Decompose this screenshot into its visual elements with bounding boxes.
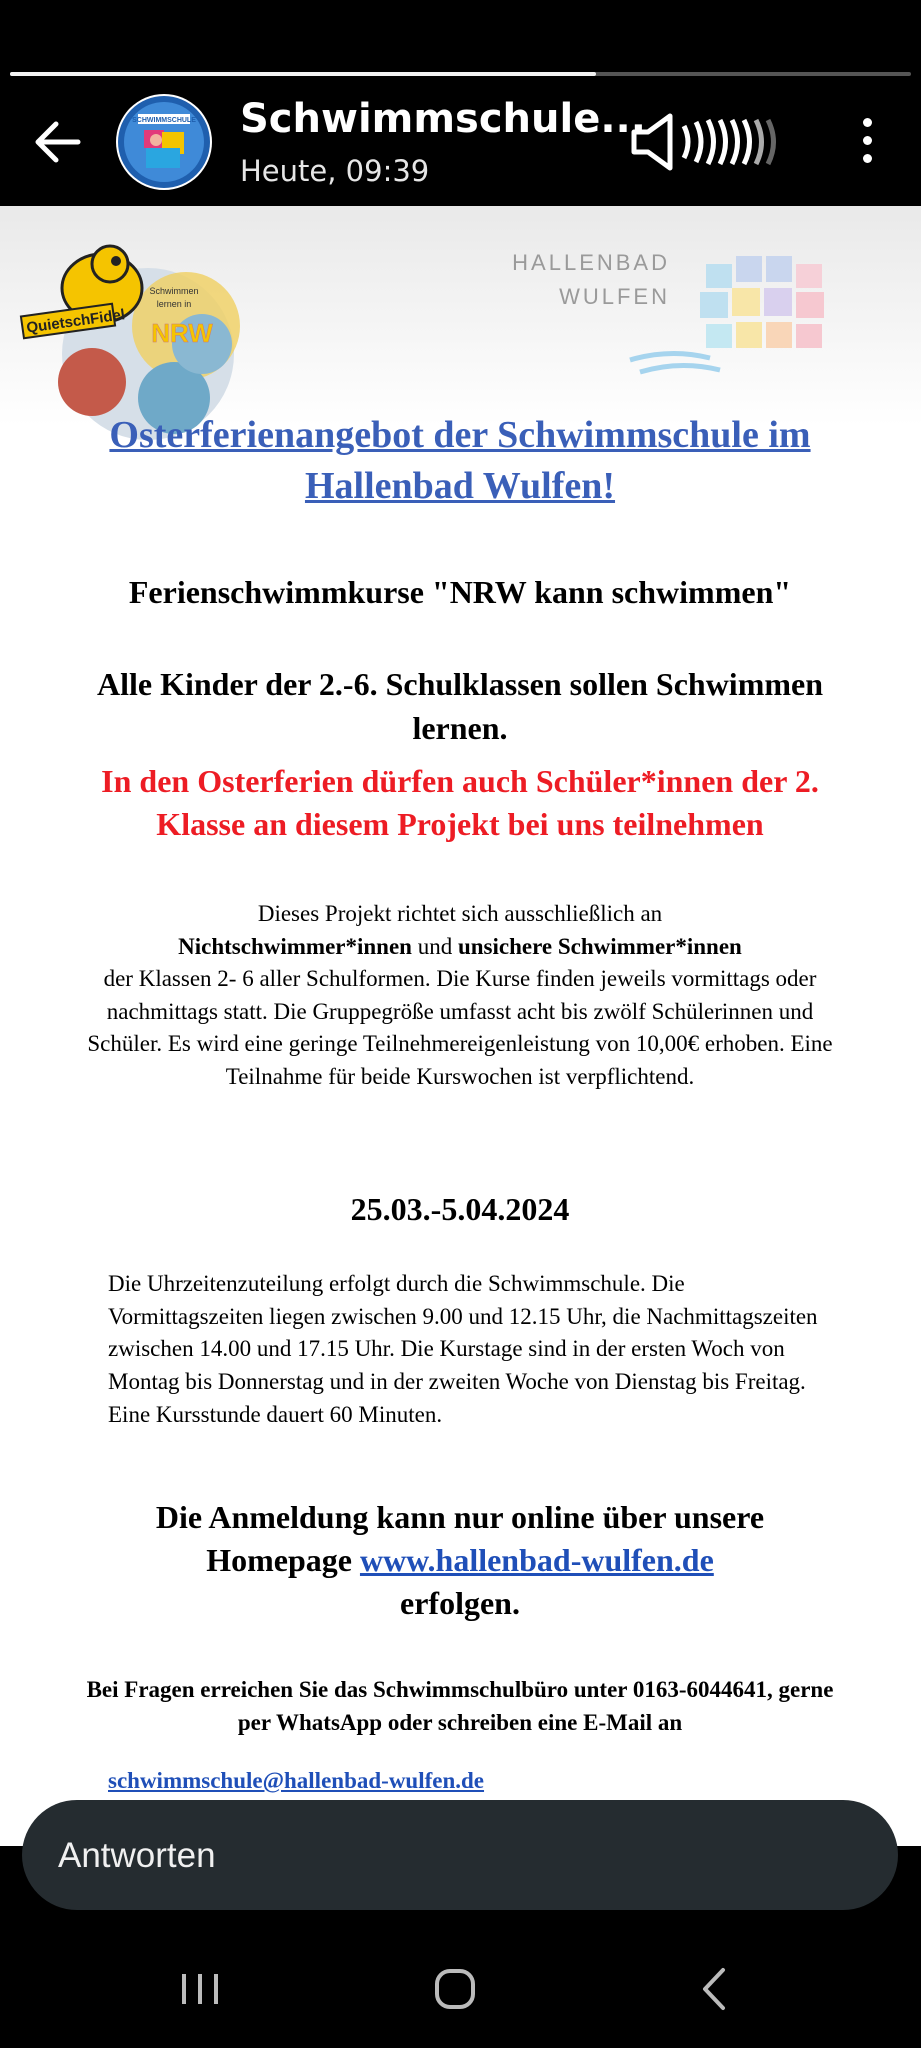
flyer-headline: Osterferienangebot der Schwimmschule im Hallenbad Wulfen! — [109, 414, 811, 507]
system-navigation-bar — [0, 1920, 921, 2048]
logo-badge-line1: Schwimmen — [149, 286, 199, 296]
logo-badge-nrw: NRW — [151, 318, 213, 348]
story-progress-fill — [10, 72, 596, 76]
timestamp: Heute, 09:39 — [240, 154, 430, 188]
body1-rest: der Klassen 2- 6 aller Schulformen. Die Kurse finden jeweils vormittags oder nachmittags statt. Die Gruppegröße umfasst acht bis zwölf Schülerinnen und Schüler. Es wird eine geringe Teilnehmereigenleistung von 10,00€ erhoben. Eine Teilnahme für beide Kurswochen ist verpflichtend. — [87, 966, 833, 1089]
flyer-image — [0, 206, 921, 1846]
nav-home-button[interactable] — [425, 1964, 485, 2014]
nav-recent-button[interactable] — [170, 1964, 230, 2014]
avatar-text: SCHWIMMSCHULE — [132, 117, 196, 124]
registration-prefix: Die Anmeldung kann nur online über unsere Homepage — [155, 1499, 765, 1578]
speaker-icon — [630, 112, 800, 172]
hallenbad-wulfen-logo — [630, 244, 860, 394]
flyer-body-2: Die Uhrzeitenzuteilung erfolgt durch die Schwimmschule. Die Vormittagszeiten liegen zwischen 9.00 und 12.15 Uhr, die Nachmittagszeiten zwischen 14.00 und 17.15 Uhr. Die Kurstage sind in der ersten Woch von Montag bis Donnerstag und in der zweiten Woche von Dienstag bis Freitag. Eine Kursstunde dauert 60 Minuten. — [108, 1271, 818, 1427]
arrow-left-icon — [30, 114, 86, 170]
body1-und: und — [411, 933, 458, 959]
home-icon — [425, 1964, 485, 2014]
story-progress-track — [10, 72, 911, 76]
registration-text — [80, 1496, 840, 1625]
body1-intro: Dieses Projekt richtet sich ausschließlich an — [257, 901, 663, 926]
sender-title: Schwimmschule... — [240, 96, 646, 142]
chevron-left-icon — [685, 1964, 745, 2014]
hallenbad-line2: WULFEN — [559, 284, 670, 309]
homepage-link[interactable]: www.hallenbad-wulfen.de — [359, 1542, 714, 1578]
flyer-subheadline-2: Alle Kinder der 2.-6. Schulklassen sollen Schwimmen lernen. — [97, 666, 823, 746]
flyer-red-notice: In den Osterferien dürfen auch Schüler*innen der 2. Klasse an diesem Projekt bei uns teilnehmen — [101, 763, 819, 842]
logo-badge-line2: lernen in — [156, 299, 192, 309]
reply-placeholder: Antworten — [58, 1836, 216, 1875]
body1-bold-1: Nichtschwimmer*innen — [178, 933, 412, 959]
recent-apps-icon — [170, 1964, 230, 2014]
back-button[interactable] — [30, 114, 86, 170]
reply-input[interactable] — [22, 1800, 898, 1910]
flyer-body-1 — [80, 898, 840, 1093]
avatar[interactable] — [116, 94, 212, 190]
registration-suffix: erfolgen. — [400, 1585, 520, 1621]
flyer-subheadline-1: Ferienschwimmkurse "NRW kann schwimmen" — [128, 574, 792, 610]
sound-toggle-button[interactable] — [630, 112, 800, 172]
course-dates: 25.03.-5.04.2024 — [350, 1191, 570, 1227]
logo-brand-text: QuietschFidel — [25, 306, 127, 337]
body1-bold-2: unsichere Schwimmer*innen — [457, 933, 742, 959]
contact-text: Bei Fragen erreichen Sie das Schwimmschulbüro unter 0163-6044641, gerne per WhatsApp oder schreiben eine E-Mail an — [86, 1677, 834, 1735]
email-link[interactable]: schwimmschule@hallenbad-wulfen.de — [108, 1768, 485, 1793]
avatar-image — [116, 94, 212, 190]
story-header — [0, 78, 921, 206]
nav-back-button[interactable] — [685, 1964, 745, 2014]
hallenbad-line1: HALLENBAD — [512, 250, 670, 275]
more-vert-icon[interactable] — [856, 118, 878, 168]
